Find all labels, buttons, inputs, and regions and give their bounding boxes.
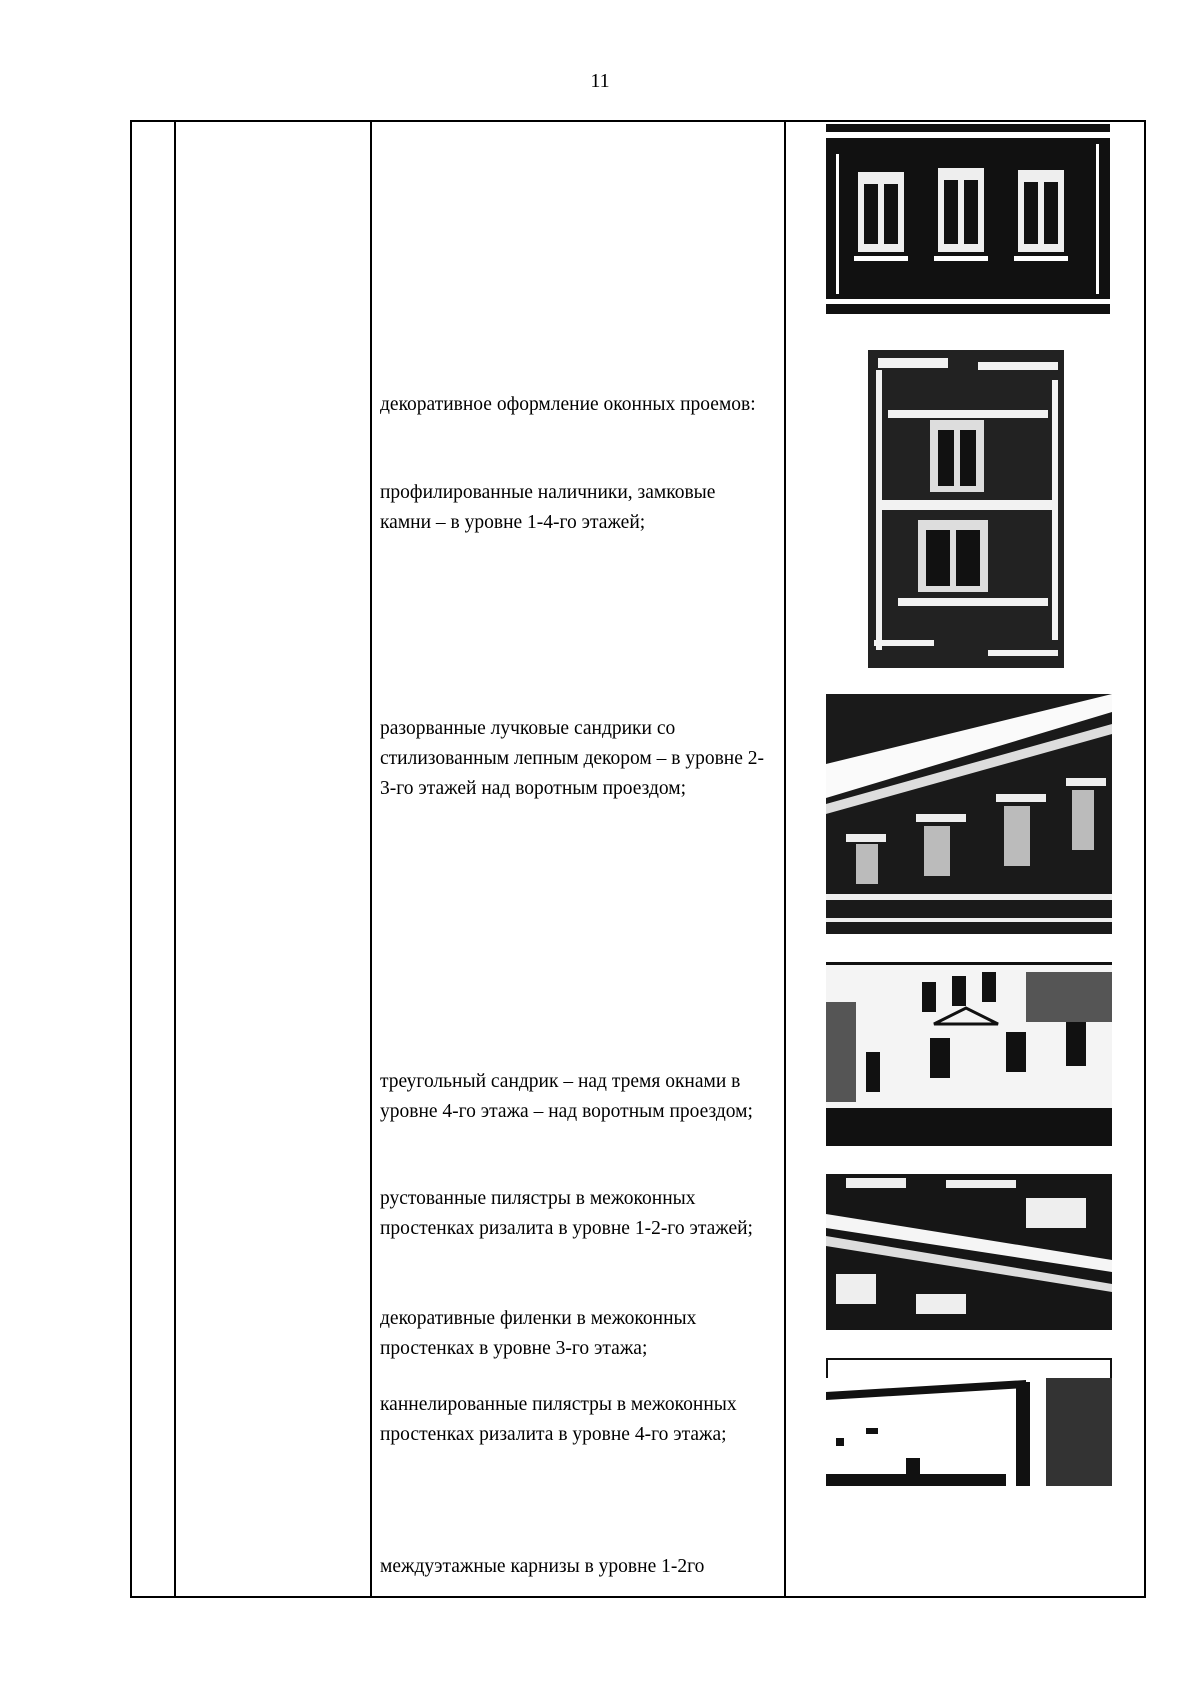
facade-photo-pediments [826, 694, 1112, 934]
facade-photo-triangular-pediment [826, 962, 1112, 1146]
description-paragraph: декоративное оформление оконных проемов: [380, 394, 756, 415]
column-divider [784, 122, 786, 1596]
description-paragraph: профилированные наличники, замковые камни – в уровне 1-4-го этажей; [380, 482, 716, 533]
page-number: 11 [590, 70, 610, 92]
description-paragraph: треугольный сандрик – над тремя окнами в уровне 4-го этажа – над воротным проездом; [380, 1071, 753, 1122]
description-paragraph: рустованные пилястры в межоконных простенках ризалита в уровне 1-2-го этажей; [380, 1188, 753, 1239]
facade-photo-fluted-pilasters [826, 1358, 1112, 1486]
description-paragraph: междуэтажные карнизы в уровне 1-2го [380, 1556, 705, 1577]
facade-photo-rusticated-pilasters [826, 1174, 1112, 1330]
description-paragraph: каннелированные пилястры в межоконных простенках ризалита в уровне 4-го этажа; [380, 1394, 737, 1445]
facade-photo-frames [868, 350, 1064, 668]
description-paragraph: декоративные филенки в межоконных простенках в уровне 3-го этажа; [380, 1308, 697, 1359]
column-divider [174, 122, 176, 1596]
facade-photo-windows [826, 124, 1110, 314]
description-paragraph: разорванные лучковые сандрики со стилизованным лепным декором – в уровне 2-3-го этажей над воротным проездом; [380, 718, 765, 799]
column-divider [370, 122, 372, 1596]
features-table [130, 120, 1146, 1598]
